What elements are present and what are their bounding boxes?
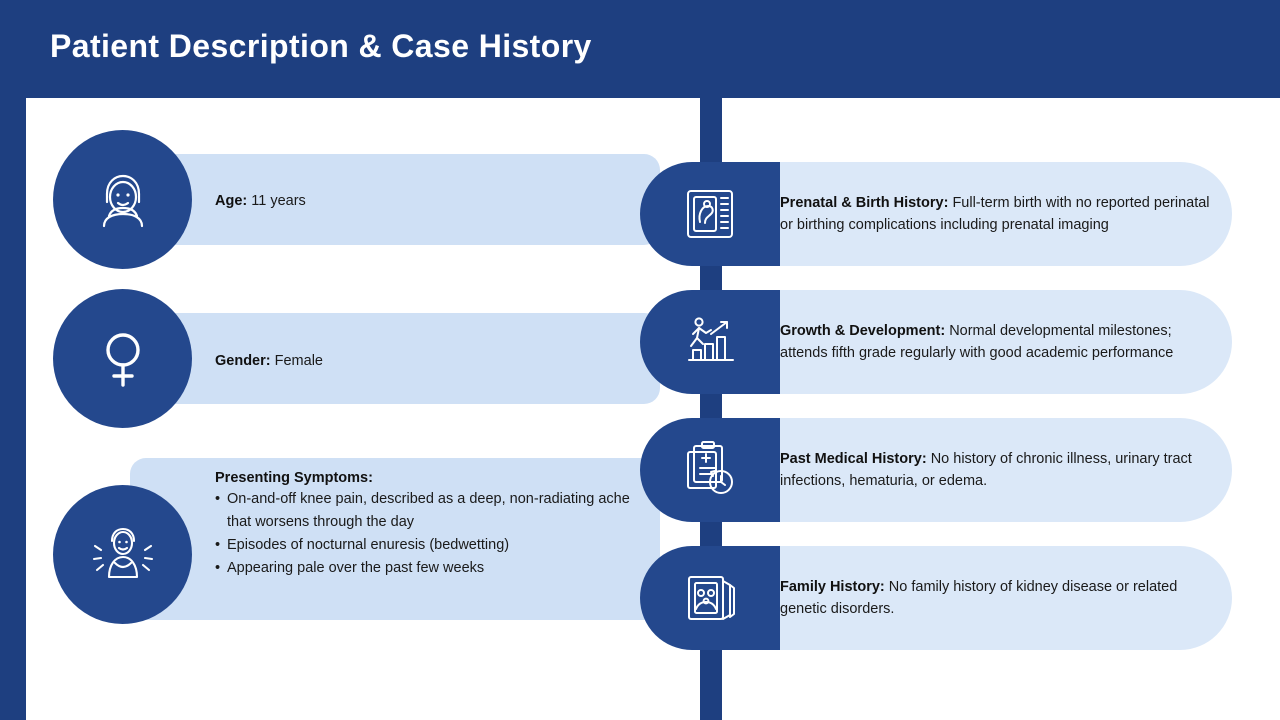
family-value: No family history of kidney disease or related genetic disorders. [780,578,1178,617]
medical-records-icon [680,440,740,500]
past-medical-text [780,418,1210,522]
right-item-past-medical [640,418,1240,522]
left-column [53,130,653,638]
age-bar [123,154,660,245]
gender-value: Female [274,353,323,369]
age-label: Age: [215,193,248,209]
symptoms-label: Presenting Symptoms: [215,470,373,486]
growth-icon-area [640,290,780,394]
right-item-growth [640,290,1240,394]
growth-value: Normal developmental milestones; attends fifth grade regularly with good academic performance [780,322,1174,361]
gender-label: Gender: [215,353,271,369]
left-item-gender [53,287,653,432]
symptoms-text [215,470,645,580]
family-text [780,546,1210,650]
list-item: • Appearing pale over the past few weeks [215,557,645,580]
age-value: 11 years [251,193,306,209]
age-icon-circle [53,130,192,269]
left-accent-bar [0,0,26,720]
prenatal-text [780,162,1210,266]
prenatal-icon-area [640,162,780,266]
patient-face-icon [87,164,159,236]
age-text [215,190,306,212]
page-title: Patient Description & Case History [50,28,592,64]
family-album-icon [680,568,740,628]
slide-header [0,0,1280,98]
prenatal-ultrasound-icon [680,184,740,244]
past-medical-icon-area [640,418,780,522]
prenatal-label: Prenatal & Birth History: [780,194,949,211]
family-icon-area [640,546,780,650]
gender-bar [123,313,660,404]
left-item-symptoms [53,450,653,620]
growth-chart-icon [679,312,741,372]
past-medical-label: Past Medical History: [780,450,927,467]
list-item: • Episodes of nocturnal enuresis (bedwetting) [215,534,645,557]
prenatal-value: Full-term birth with no reported perinatal or birthing complications including prenatal imaging [780,194,1210,233]
symptom-pain-icon [85,517,161,593]
right-item-prenatal [640,162,1240,266]
family-label: Family History: [780,578,885,595]
growth-text [780,290,1210,394]
list-item: • On-and-off knee pain, described as a deep, non-radiating ache that worsens through the day [215,488,645,534]
gender-text [215,350,323,372]
growth-label: Growth & Development: [780,322,946,339]
symptoms-icon-circle [53,485,192,624]
right-column [640,162,1240,674]
past-medical-value: No history of chronic illness, urinary tract infections, hematuria, or edema. [780,450,1192,489]
gender-icon-circle [53,289,192,428]
right-item-family [640,546,1240,650]
symptoms-list [215,488,645,580]
left-item-age [53,130,653,269]
female-gender-icon [87,323,159,395]
